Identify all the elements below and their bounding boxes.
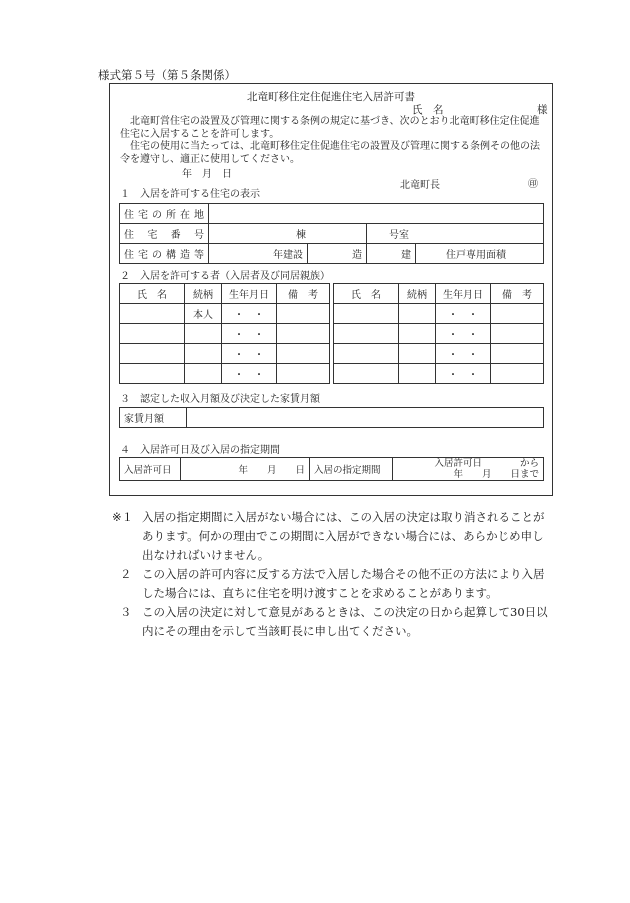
note-mark: ２ <box>120 567 132 581</box>
structure-type: 造 <box>308 244 367 264</box>
table-row <box>334 324 544 344</box>
table-row <box>334 344 544 364</box>
relation-cell <box>399 344 436 364</box>
permit-date-value: 年 月 日 <box>181 458 310 481</box>
mayor-title: 北竜町長 <box>400 180 440 191</box>
dob-cell: ・ ・ <box>222 304 277 324</box>
table-row <box>334 364 544 384</box>
note-1 <box>112 508 552 565</box>
header-relation: 続柄 <box>185 284 222 304</box>
table-row <box>120 364 330 384</box>
form-number-label: 様式第５号（第５条関係） <box>98 68 236 82</box>
header-name: 氏 名 <box>120 284 185 304</box>
recipient-name-line <box>412 102 548 117</box>
header-remarks: 備 考 <box>491 284 544 304</box>
structure-label: 住宅の構造等 <box>120 244 209 264</box>
period-label: 入居の指定期間 <box>310 458 393 481</box>
table-row <box>334 304 544 324</box>
table-row <box>120 224 544 244</box>
honorific-sama: 様 <box>537 104 548 116</box>
header-dob: 生年月日 <box>436 284 491 304</box>
note-mark: ３ <box>120 605 132 619</box>
section-2-heading: ２ 入居を許可する者（入居者及び同居親族） <box>120 271 330 282</box>
note-text: この入居の決定に対して意見があるときは、この決定の日から起算して30日以内にその理由を示して当該町長に申し出てください。 <box>142 605 548 638</box>
notes-section <box>112 508 552 641</box>
header-remarks: 備 考 <box>277 284 330 304</box>
dob-cell: ・ ・ <box>222 324 277 344</box>
note-3 <box>120 603 552 641</box>
building-unit: 棟 <box>209 224 367 244</box>
period-table <box>119 457 544 481</box>
section-3-heading: ３ 認定した収入月額及び決定した家賃月額 <box>120 394 320 405</box>
housing-info-table <box>119 203 544 264</box>
header-name: 氏 名 <box>334 284 399 304</box>
table-row <box>120 344 330 364</box>
occupants-table-right <box>333 283 544 384</box>
permit-statement: 北竜町営住宅の設置及び管理に関する条例の規定に基づき、次のとおり北竜町移住定住促進住宅に入居することを許可します。 <box>120 116 540 140</box>
usage-instruction: 住宅の使用に当たっては、北竜町移住定住促進住宅の設置及び管理に関する条例その他の法令を遵守し、適正に使用してください。 <box>120 141 540 165</box>
dob-cell: ・ ・ <box>436 304 491 324</box>
note-text: この入居の許可内容に反する方法で入居した場合その他不正の方法により入居した場合には、直ちに住宅を明け渡すことを求めることがあります。 <box>142 567 545 600</box>
address-label: 住宅の所在地 <box>120 204 209 224</box>
rent-table <box>119 407 544 428</box>
dob-cell: ・ ・ <box>222 364 277 384</box>
relation-cell: 本人 <box>185 304 222 324</box>
relation-cell <box>185 324 222 344</box>
name-label: 氏 名 <box>412 104 444 116</box>
build-year: 年建設 <box>209 244 308 264</box>
dob-cell: ・ ・ <box>436 344 491 364</box>
table-row <box>120 324 330 344</box>
table-row <box>120 304 330 324</box>
table-row <box>120 204 544 224</box>
issue-date: 年 月 日 <box>182 169 232 180</box>
house-number-label: 住宅番号 <box>120 224 209 244</box>
table-header-row <box>120 284 330 304</box>
note-mark: ※１ <box>112 510 134 524</box>
relation-cell <box>399 304 436 324</box>
relation-cell <box>399 364 436 384</box>
header-dob: 生年月日 <box>222 284 277 304</box>
table-row <box>120 408 544 428</box>
relation-cell <box>399 324 436 344</box>
address-value <box>209 204 544 224</box>
occupants-table-left <box>119 283 330 384</box>
permit-form-frame <box>109 83 553 496</box>
relation-cell <box>185 344 222 364</box>
floor-area-label: 住戸専用面積 <box>416 244 544 264</box>
header-relation: 続柄 <box>399 284 436 304</box>
floors: 建 <box>367 244 416 264</box>
table-row <box>120 244 544 264</box>
dob-cell: ・ ・ <box>436 324 491 344</box>
table-row <box>120 458 544 481</box>
note-2 <box>120 565 552 603</box>
issuer-line <box>400 176 538 191</box>
section-1-heading: １ 入居を許可する住宅の表示 <box>120 189 260 200</box>
period-start: 入居許可日 から <box>434 458 539 469</box>
table-header-row <box>334 284 544 304</box>
seal-mark: ㊞ <box>528 179 538 190</box>
room-unit: 号室 <box>367 224 544 244</box>
permit-date-label: 入居許可日 <box>120 458 181 481</box>
relation-cell <box>185 364 222 384</box>
note-text: 入居の指定期間に入居がない場合には、この入居の決定は取り消されることがあります。何かの理由でこの期間に入居ができない場合には、あらかじめ申し出なければいけません。 <box>142 510 545 562</box>
period-end: 年 月 日まで <box>453 469 539 480</box>
dob-cell: ・ ・ <box>222 344 277 364</box>
rent-label: 家賃月額 <box>120 408 187 428</box>
section-4-heading: ４ 入居許可日及び入居の指定期間 <box>120 445 280 456</box>
dob-cell: ・ ・ <box>436 364 491 384</box>
period-value <box>393 458 544 481</box>
document-title: 北竜町移住定住促進住宅入居許可書 <box>247 91 415 103</box>
rent-value <box>187 408 544 428</box>
